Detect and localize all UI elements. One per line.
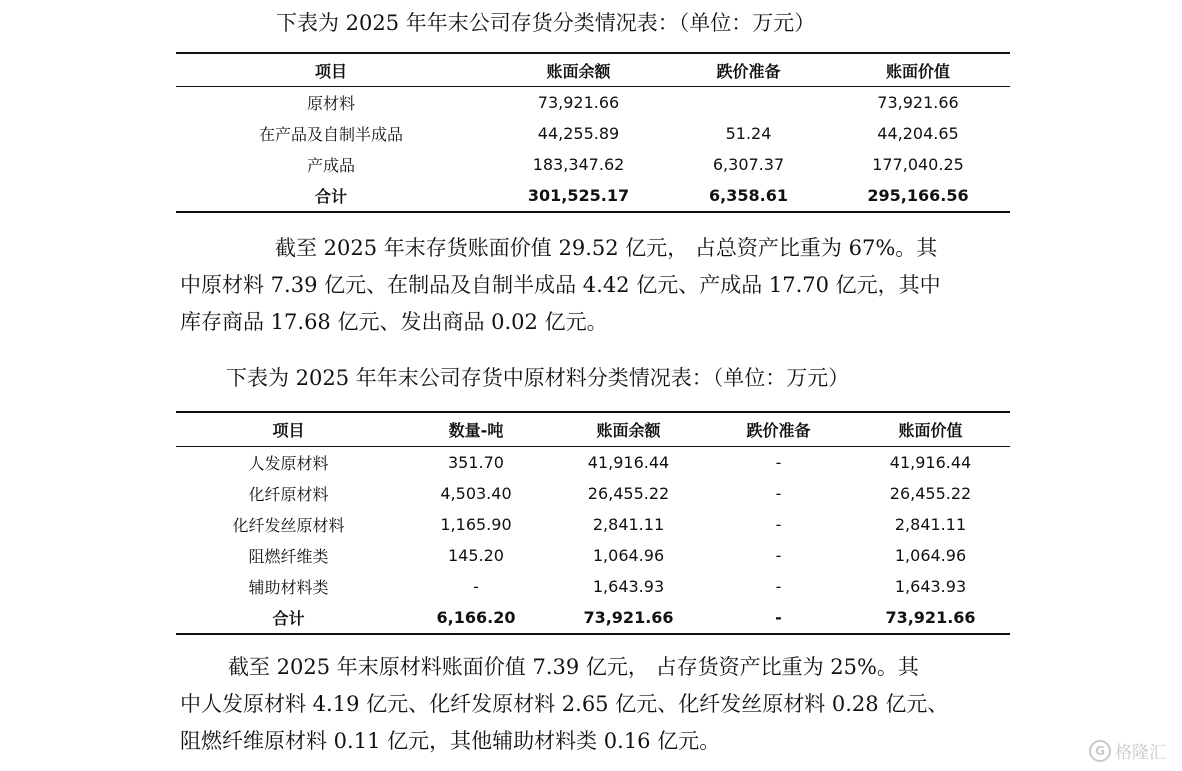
inventory-summary-paragraph [180, 230, 1010, 341]
header-quantity: 数量-吨 [401, 412, 551, 447]
cell-book-balance: 41,916.44 [587, 453, 670, 472]
header-impairment: 跌价准备 [706, 412, 851, 447]
cell-total-book-balance: 73,921.66 [551, 602, 706, 634]
table-row [176, 478, 1010, 509]
paragraph-line: 中原材料 7.39 亿元、在制品及自制半成品 4.42 亿元、产成品 17.70 亿元，其中 [180, 273, 941, 297]
cell-book-value: 73,921.66 [877, 93, 959, 112]
cell-impairment: - [775, 577, 782, 596]
table-row [176, 149, 1010, 180]
cell-quantity: 145.20 [448, 546, 504, 565]
cell-impairment: - [775, 484, 782, 503]
cell-book-value: 1,643.93 [894, 577, 967, 596]
cell-item: 辅助材料类 [248, 578, 329, 597]
cell-book-value: 2,841.11 [894, 515, 967, 534]
table-row [176, 447, 1010, 479]
raw-materials-table [176, 411, 1010, 635]
cell-impairment: 51.24 [725, 124, 772, 143]
cell-item: 化纤原材料 [248, 485, 329, 504]
cell-impairment [671, 87, 826, 119]
cell-item: 阻燃纤维类 [248, 547, 329, 566]
table-row [176, 571, 1010, 602]
paragraph-line: 阻燃纤维原材料 0.11 亿元，其他辅助材料类 0.16 亿元。 [180, 729, 721, 753]
cell-impairment: - [775, 515, 782, 534]
cell-book-balance: 26,455.22 [587, 484, 670, 503]
cell-book-balance: 1,643.93 [592, 577, 665, 596]
cell-total-book-balance: 301,525.17 [486, 180, 671, 212]
table-total-row [176, 180, 1010, 212]
table-row [176, 540, 1010, 571]
cell-quantity: 4,503.40 [440, 484, 512, 503]
raw-materials-summary-paragraph [180, 649, 1010, 760]
cell-quantity: - [473, 577, 479, 596]
paragraph-line: 截至 2025 年末原材料账面价值 7.39 亿元， 占存货资产比重为 25%。其 [228, 655, 919, 679]
watermark-text: 格隆汇 [1115, 743, 1166, 763]
header-item: 项目 [176, 412, 401, 447]
cell-item: 产成品 [306, 156, 355, 175]
cell-total-impairment: 6,358.61 [671, 180, 826, 212]
cell-book-value: 1,064.96 [894, 546, 967, 565]
cell-total-book-value: 73,921.66 [851, 602, 1010, 634]
cell-book-balance: 1,064.96 [592, 546, 665, 565]
cell-total-quantity: 6,166.20 [401, 602, 551, 634]
cell-item: 在产品及自制半成品 [258, 125, 403, 144]
cell-item: 原材料 [306, 94, 355, 113]
gelonghui-watermark [1089, 738, 1166, 763]
paragraph-line: 中人发原材料 4.19 亿元、化纤发原材料 2.65 亿元、化纤发丝原材料 0.28 亿元、 [180, 692, 949, 716]
cell-impairment: - [775, 546, 782, 565]
table-header-row [176, 412, 1010, 447]
inventory-table [176, 52, 1010, 213]
header-book-balance: 账面余额 [551, 412, 706, 447]
cell-book-value: 26,455.22 [889, 484, 972, 503]
table-row [176, 118, 1010, 149]
table-row [176, 87, 1010, 119]
cell-book-value: 41,916.44 [889, 453, 972, 472]
header-book-value: 账面价值 [826, 53, 1010, 87]
cell-total-label: 合计 [176, 602, 401, 634]
cell-impairment: - [775, 453, 782, 472]
table1-caption: 下表为 2025 年年末公司存货分类情况表：（单位：万元） [276, 11, 816, 35]
cell-impairment: 6,307.37 [712, 155, 785, 174]
cell-total-label: 合计 [176, 180, 486, 212]
cell-book-balance: 73,921.66 [537, 93, 620, 112]
cell-total-impairment: - [706, 602, 851, 634]
header-book-value: 账面价值 [851, 412, 1010, 447]
paragraph-line: 截至 2025 年末存货账面价值 29.52 亿元， 占总资产比重为 67%。其 [275, 236, 938, 260]
cell-book-value: 177,040.25 [872, 155, 964, 174]
header-book-balance: 账面余额 [486, 53, 671, 87]
header-item: 项目 [176, 53, 486, 87]
cell-book-value: 44,204.65 [877, 124, 959, 143]
cell-book-balance: 183,347.62 [532, 155, 625, 174]
cell-book-balance: 2,841.11 [592, 515, 665, 534]
cell-total-book-value: 295,166.56 [826, 180, 1010, 212]
paragraph-line: 库存商品 17.68 亿元、发出商品 0.02 亿元。 [180, 310, 608, 334]
cell-quantity: 351.70 [448, 453, 504, 472]
cell-quantity: 1,165.90 [440, 515, 512, 534]
table2-caption: 下表为 2025 年年末公司存货中原材料分类情况表：（单位：万元） [226, 366, 850, 390]
gelonghui-logo-icon: G [1089, 740, 1111, 762]
cell-item: 化纤发丝原材料 [232, 516, 345, 535]
table-header-row [176, 53, 1010, 87]
table-row [176, 509, 1010, 540]
header-impairment: 跌价准备 [671, 53, 826, 87]
table-total-row [176, 602, 1010, 634]
cell-book-balance: 44,255.89 [537, 124, 620, 143]
cell-item: 人发原材料 [248, 454, 329, 473]
